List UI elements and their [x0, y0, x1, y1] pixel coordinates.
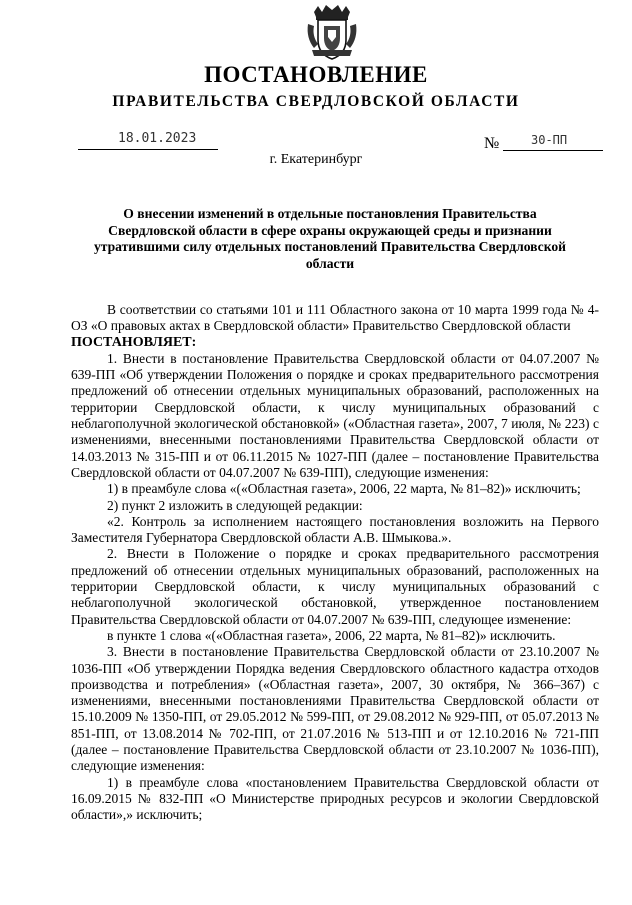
paragraph-1-item-2: 2) пункт 2 изложить в следующей редакции: [107, 497, 363, 513]
issuing-authority-heading: ПРАВИТЕЛЬСТВА СВЕРДЛОВСКОЙ ОБЛАСТИ [112, 93, 520, 110]
number-sign: № [484, 135, 500, 152]
paragraph-2: 2. Внести в Положение о порядке и сроках предварительного рассмотрения предложений об отнесении отдельных муниципальных образований, расположенных на территории Свердловской области, к числу муниципальных образований с неблагополучной экологической обстановкой, утвержденное постановлением Правительства Свердловской области от 04.07.2007 № 639-ПП, следующее изменение: [71, 546, 599, 627]
document-number: 30-ПП [531, 133, 568, 147]
city-line: г. Екатеринбург [269, 152, 363, 167]
paragraph-3-item-1: 1) в преамбуле слова «постановлением Правительства Свердловской области от 16.09.2015 № 832-ПП «О Министерстве природных ресурсов и экологии Свердловской области»,» исключить; [71, 774, 599, 823]
decree-word: ПОСТАНОВЛЯЕТ: [71, 334, 197, 350]
paragraph-1-quote: «2. Контроль за исполнением настоящего постановления возложить на Первого Заместителя Губернатора Свердловской области А.В. Шмыкова.». [71, 513, 599, 546]
intro-paragraph: В соответствии со статьями 101 и 111 Областного закона от 10 марта 1999 года № 4-ОЗ «О правовых актах в Свердловской области» Правительство Свердловской области [71, 302, 599, 334]
document-type-heading: ПОСТАНОВЛЕНИЕ [204, 62, 428, 87]
paragraph-1-item-1: 1) в преамбуле слова «(«Областная газета», 2006, 22 марта, № 81–82)» исключить; [107, 481, 581, 497]
paragraph-3: 3. Внести в постановление Правительства Свердловской области от 23.10.2007 № 1036-ПП «Об утверждении Порядка ведения Свердловского областного кадастра отходов производства и потребления» («Областная газета», 2007, 30 октября, № 366–367) с изменениями, внесенными постановлениями Правительства Свердловской области от 15.10.2009 № 1350-ПП, от 29.05.2012 № 599-ПП, от 29.08.2012 № 929-ПП, от 05.07.2013 № 851-ПП, от 13.08.2014 № 702-ПП, от 21.07.2016 № 513-ПП и от 12.10.2016 № 721-ПП (далее – постановление Правительства Свердловской области от 23.10.2007 № 1036-ПП), следующие изменения: [71, 644, 599, 774]
document-date: 18.01.2023 [118, 131, 197, 146]
document-title: О внесении изменений в отдельные постановления Правительства Свердловской области в сфере охраны окружающей среды и признании утратившими силу отдельных постановлений Правительства Свердловской области [93, 206, 566, 271]
paragraph-1: 1. Внести в постановление Правительства Свердловской области от 04.07.2007 № 639-ПП «Об утверждении Положения о порядке и сроках предварительного рассмотрения предложений об отнесении отдельных муниципальных образований, расположенных на территории Свердловской области, к числу муниципальных образований с неблагополучной экологической обстановкой» («Областная газета», 2007, 7 июля, № 223) с изменениями, внесенными постановлениями Правительства Свердловской области от 14.03.2013 № 315-ПП и от 06.11.2015 № 1027-ПП (далее – постановление Правительства Свердловской области от 04.07.2007 № 639-ПП), следующие изменения: [71, 350, 599, 480]
coat-of-arms-emblem [304, 4, 360, 62]
document-body [71, 302, 599, 824]
paragraph-2-item: в пункте 1 слова «(«Областная газета», 2006, 22 марта, № 81–82)» исключить. [107, 627, 556, 643]
